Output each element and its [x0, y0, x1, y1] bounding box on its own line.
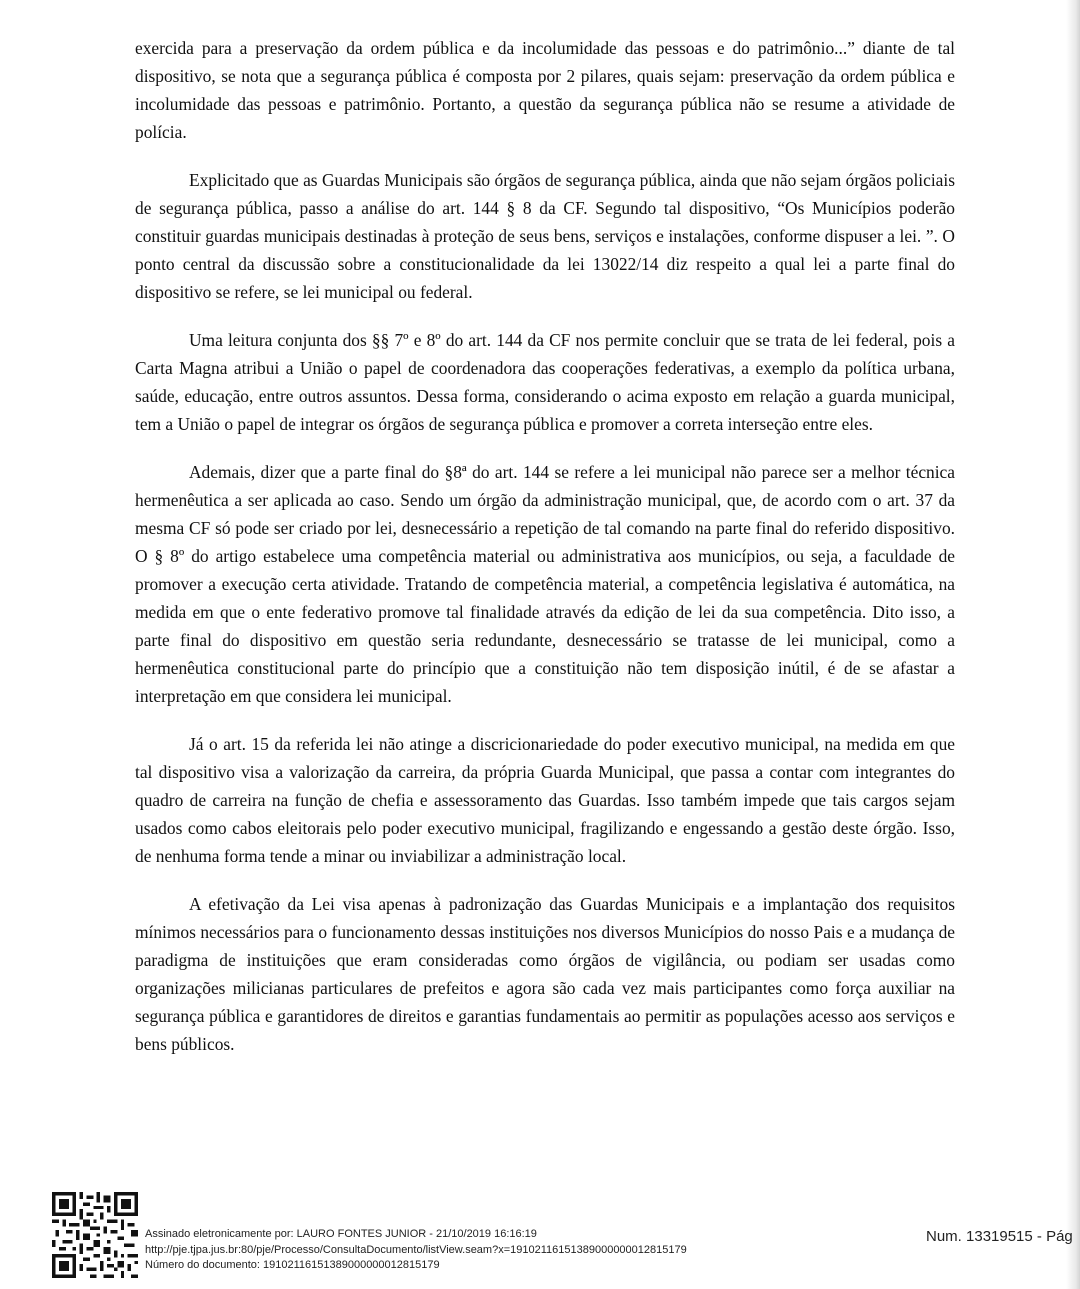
- qr-code-icon: [52, 1192, 138, 1278]
- signature-info: [145, 1227, 687, 1274]
- signature-footer: [52, 1192, 1080, 1282]
- signed-by-line: Assinado eletronicamente por: LAURO FONTES JUNIOR - 21/10/2019 16:16:19: [145, 1228, 537, 1240]
- page-number-label: Num. 13319515 - Pág: [926, 1228, 1073, 1245]
- document-body: [135, 34, 955, 1078]
- paragraph-2: Explicitado que as Guardas Municipais são órgãos de segurança pública, ainda que não sejam órgãos policiais de segurança pública, passo a análise do art. 144 § 8 da CF. Segundo tal dispositivo, “Os Municípios poderão constituir guardas municipais destinadas à proteção de seus bens, serviços e instalações, conforme dispuser a lei. ”. O ponto central da discussão sobre a constitucionalidade da lei 13022/14 diz respeito a qual lei a parte final do dispositivo se refere, se lei municipal ou federal.: [135, 170, 955, 302]
- page-edge-shadow: [1066, 0, 1080, 1289]
- paragraph-4: Ademais, dizer que a parte final do §8ª do art. 144 se refere a lei municipal não parece ser a melhor técnica hermenêutica a ser aplicada ao caso. Sendo um órgão da administração municipal, que, de acordo com o art. 37 da mesma CF só pode ser criado por lei, desnecessário a repetição de tal comando na parte final do referido dispositivo. O § 8º do artigo estabelece uma competência material ou administrativa aos municípios, ou seja, a faculdade de promover a execução certa atividade. Tratando de competência material, a competência legislativa é automática, na medida em que o ente federativo promove tal finalidade através da edição de lei da sua competência. Dito isso, a parte final do dispositivo em questão seria redundante, desnecessário se tratasse de lei municipal, como a hermenêutica constitucional parte do princípio que a constituição não tem disposição inútil, é de se afastar a interpretação em que considera lei municipal.: [135, 462, 955, 706]
- paragraph-5: Já o art. 15 da referida lei não atinge a discricionariedade do poder executivo municipal, na medida em que tal dispositivo visa a valorização da carreira, da própria Guarda Municipal, que passa a contar com integrantes do quadro de carreira na função de chefia e assessoramento das Guardas. Isso também impede que tais cargos sejam usados como cabos eleitorais pelo poder executivo municipal, fragilizando e engessando a gestão deste órgão. Isso, de nenhuma forma tende a minar ou inviabilizar a administração local.: [135, 734, 955, 866]
- paragraph-1: exercida para a preservação da ordem pública e da incolumidade das pessoas e do patrimônio...” diante de tal dispositivo, se nota que a segurança pública é composta por 2 pilares, quais sejam: preservação da ordem pública e incolumidade das pessoas e patrimônio. Portanto, a questão da segurança pública não se resume a atividade de polícia.: [135, 38, 955, 142]
- paragraph-3: Uma leitura conjunta dos §§ 7º e 8º do art. 144 da CF nos permite concluir que se trata de lei federal, pois a Carta Magna atribui a União o papel de coordenadora das cooperações federativas, a exemplo da política urbana, saúde, educação, entre outros assuntos. Dessa forma, considerando o acima exposto em relação a guarda municipal, tem a União o papel de integrar os órgãos de segurança pública e promover a correta interseção entre eles.: [135, 330, 955, 434]
- document-url-line: http://pje.tjpa.jus.br:80/pje/Processo/ConsultaDocumento/listView.seam?x=19102116151389000000012815179: [145, 1243, 687, 1256]
- paragraph-6: A efetivação da Lei visa apenas à padronização das Guardas Municipais e a implantação dos requisitos mínimos necessários para o funcionamento dessas instituições nos diversos Municípios do nosso Pais e a mudança de paradigma de instituições que eram consideradas como órgãos de vigilância, ou podiam ser usadas como organizações milicianas particulares de prefeitos e agora são cada vez mais participantes como força auxiliar na segurança pública e garantidores de direitos e garantias fundamentais ao permitir as populações acesso aos serviços e bens públicos.: [135, 894, 955, 1054]
- document-number-line: Número do documento: 19102116151389000000012815179: [145, 1259, 440, 1271]
